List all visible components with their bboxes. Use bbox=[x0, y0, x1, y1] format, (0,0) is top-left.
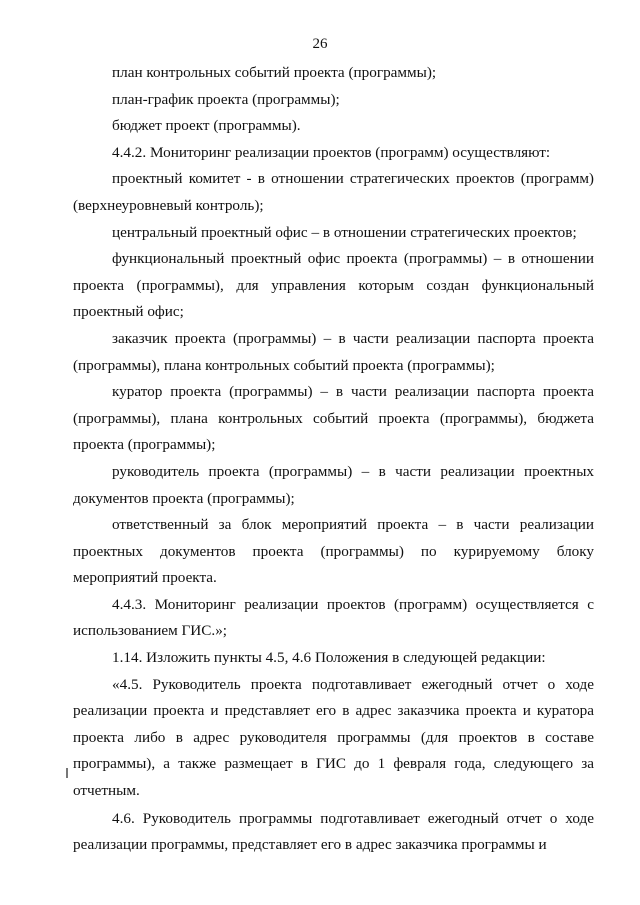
margin-mark bbox=[66, 768, 68, 778]
paragraph: заказчик проекта (программы) – в части реализации паспорта проекта (программы), плана контрольных событий проекта (программы); bbox=[73, 329, 594, 374]
page-number: 26 bbox=[312, 36, 328, 52]
paragraph: руководитель проекта (программы) – в части реализации проектных документов проекта (программы); bbox=[73, 462, 594, 507]
paragraph: план контрольных событий проекта (программы); bbox=[112, 64, 437, 81]
paragraph: бюджет проект (программы). bbox=[112, 117, 301, 135]
paragraph: «4.5. Руководитель проекта подготавливает ежегодный отчет о ходе реализации проекта и представляет его в адрес заказчика проекта и куратора проекта либо в адрес руководителя программы (для проектов в составе программы), а также размещает в ГИС до 1 февраля года, следующего за отчетным. bbox=[73, 675, 594, 800]
paragraph: 1.14. Изложить пункты 4.5, 4.6 Положения в следующей редакции: bbox=[112, 649, 546, 667]
paragraph: проектный комитет - в отношении стратегических проектов (программ) (верхнеуровневый контроль); bbox=[73, 170, 594, 214]
paragraph: функциональный проектный офис проекта (программы) – в отношении проекта (программы), для управления которым создан функциональный проектный офис; bbox=[73, 250, 594, 321]
paragraph: куратор проекта (программы) – в части реализации паспорта проекта (программы), плана контрольных событий проекта (программы), бюджета проекта (программы); bbox=[73, 383, 594, 454]
paragraph: 4.4.2. Мониторинг реализации проектов (программ) осуществляют: bbox=[112, 143, 551, 161]
paragraph: план-график проекта (программы); bbox=[112, 90, 340, 108]
paragraph: 4.6. Руководитель программы подготавливает ежегодный отчет о ходе реализации программы, представляет его в адрес заказчика программы и bbox=[73, 809, 594, 854]
paragraph: центральный проектный офис – в отношении стратегических проектов; bbox=[112, 223, 577, 241]
document-body bbox=[73, 60, 594, 859]
paragraph: 4.4.3. Мониторинг реализации проектов (программ) осуществляется с использованием ГИС.»; bbox=[73, 595, 594, 640]
paragraph: ответственный за блок мероприятий проекта – в части реализации проектных документов проекта (программы) по курируемому блоку мероприятий проекта. bbox=[73, 516, 594, 587]
